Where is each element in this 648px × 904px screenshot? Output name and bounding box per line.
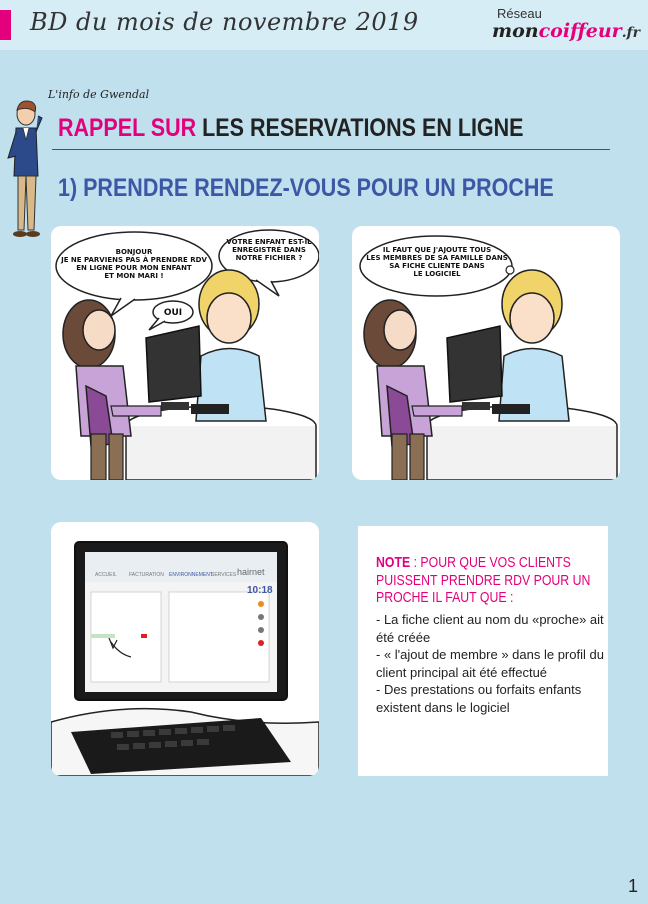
thought-bubble-text: IL FAUT QUE J'AJOUTE TOUS LES MEMBRES DE SA FAMILLE DANS SA FICHE CLIENTE DANS LE LOGICIEL [366, 246, 508, 279]
section-title: 1) PRENDRE RENDEZ-VOUS POUR UN PROCHE [58, 174, 554, 202]
header-accent-bar [0, 10, 11, 40]
screen-tab-facturation: FACTURATION [129, 572, 164, 578]
screen-tab-accueil: ACCUEIL [95, 572, 117, 578]
gwendal-avatar [6, 96, 50, 240]
stylist-speech-text: VOTRE ENFANT EST-IL ENREGISTRÉ DANS NOTRE FICHIER ? [226, 238, 312, 263]
brand-network-label: Réseau [497, 6, 542, 21]
title-divider [52, 149, 610, 150]
note-item: - Des prestations ou forfaits enfants existent dans le logiciel [376, 682, 582, 715]
header-title: BD du mois de novembre 2019 [30, 8, 419, 36]
screen-tab-services: SERVICES [211, 572, 237, 578]
brand-logo [492, 20, 640, 42]
thought-bubble [362, 246, 512, 278]
page-title [58, 114, 524, 143]
title-highlight: RAPPEL SUR [58, 114, 197, 142]
screen-tab-environnement: ENVIRONNEMENT [169, 572, 213, 578]
note-item: - La fiche client au nom du «proche» ait été créée [376, 612, 604, 645]
note-list [376, 611, 606, 716]
note-heading [376, 554, 597, 607]
brand-part-coiffeur: coiffeur [538, 20, 622, 42]
brand-part-fr: .fr [621, 25, 640, 41]
page-header [0, 0, 648, 50]
software-screenshot-panel [51, 522, 319, 776]
client-speech-text: BONJOUR JE NE PARVIENS PAS À PRENDRE RDV EN LIGNE POUR MON ENFANT ET MON MARI ! [61, 248, 207, 281]
stylist-speech-bubble [221, 238, 317, 262]
title-rest: LES RESERVATIONS EN LIGNE [196, 114, 524, 142]
page-number: 1 [628, 876, 639, 896]
brand-part-mon: mon [492, 20, 539, 42]
note-item: - « l'ajout de membre » dans le profil du client principal ait été effectué [376, 647, 604, 680]
reply-speech-bubble: OUI [163, 308, 183, 318]
client-speech-bubble [59, 248, 209, 280]
author-caption: L'info de Gwendal [48, 88, 150, 101]
screen-logo: hairnet [237, 567, 265, 577]
note-panel [358, 526, 608, 776]
comic-panel-2 [352, 226, 620, 480]
monitor-drawing [51, 522, 319, 776]
note-label: NOTE [376, 554, 411, 571]
note-heading-text: : POUR QUE VOS CLIENTS PUISSENT PRENDRE RDV POUR UN PROCHE IL FAUT QUE : [376, 554, 591, 607]
comic-panel-1 [51, 226, 319, 480]
screen-clock: 10:18 [247, 585, 273, 596]
